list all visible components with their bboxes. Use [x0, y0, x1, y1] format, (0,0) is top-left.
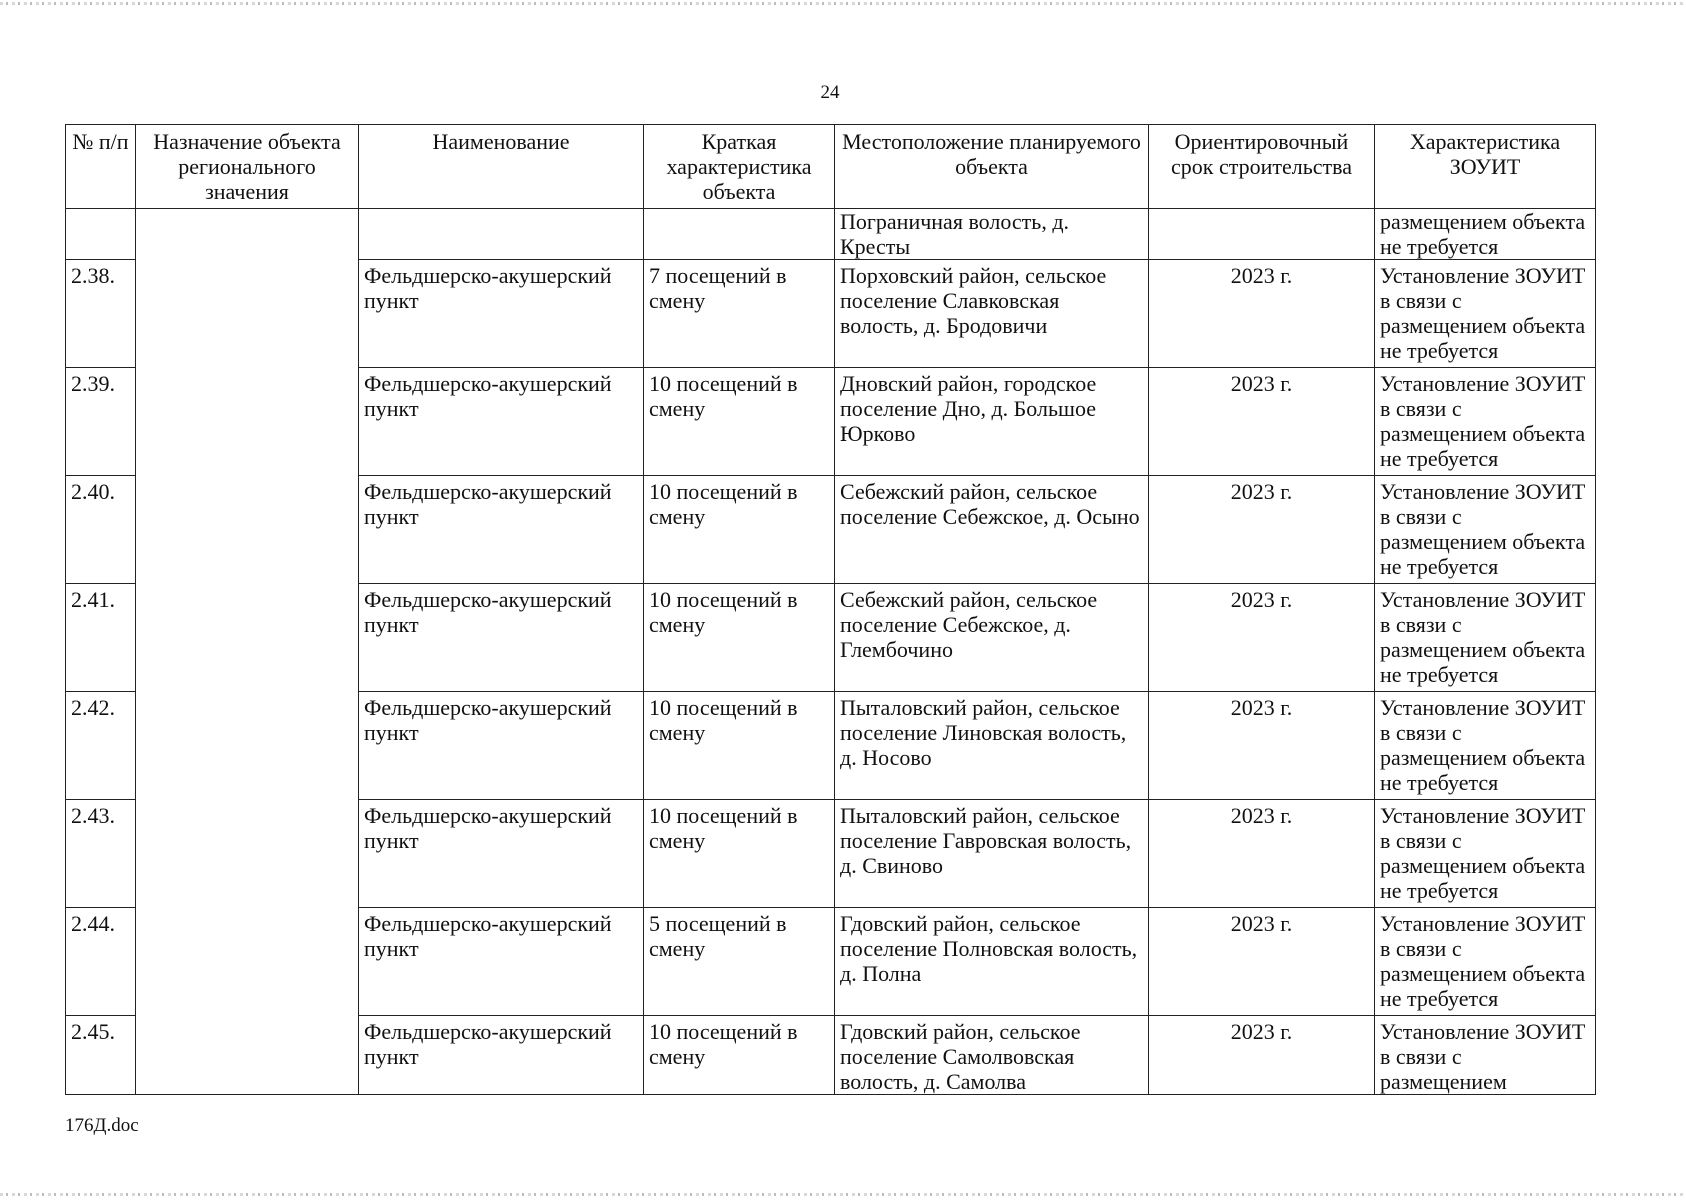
cell-term: 2023 г.	[1149, 584, 1375, 692]
cell-term: 2023 г.	[1149, 800, 1375, 908]
cell-zouit: Установление ЗОУИТ в связи с размещением объекта не требуется	[1375, 584, 1596, 692]
cell-num: 2.43.	[66, 800, 136, 908]
cell-brief: 10 посещений в смену	[644, 692, 835, 800]
objects-table	[65, 124, 1596, 1095]
page-number: 24	[820, 82, 840, 103]
cell-zouit: Установление ЗОУИТ в связи с размещением объекта не требуется	[1375, 800, 1596, 908]
cell-zouit: Установление ЗОУИТ в связи с размещением объекта не требуется	[1375, 368, 1596, 476]
header-zouit: Характеристика ЗОУИТ	[1375, 125, 1596, 209]
table-header-row	[66, 125, 1596, 209]
cell-name	[359, 209, 644, 260]
cell-location: Пыталовский район, сельское поселение Линовская волость, д. Носово	[835, 692, 1149, 800]
cell-num: 2.38.	[66, 260, 136, 368]
cell-term: 2023 г.	[1149, 908, 1375, 1016]
cell-name: Фельдшерско-акушерский пункт	[359, 584, 644, 692]
cell-zouit: Установление ЗОУИТ в связи с размещением объекта не требуется	[1375, 908, 1596, 1016]
cell-name: Фельдшерско-акушерский пункт	[359, 260, 644, 368]
cell-zouit: Установление ЗОУИТ в связи с размещением объекта не требуется	[1375, 260, 1596, 368]
cell-location: Дновский район, городское поселение Дно, д. Большое Юрково	[835, 368, 1149, 476]
cell-num: 2.39.	[66, 368, 136, 476]
cell-location: Себежский район, сельское поселение Себежское, д. Глембочино	[835, 584, 1149, 692]
footer-filename: 176Д.doc	[65, 1115, 139, 1136]
cell-brief	[644, 209, 835, 260]
table-row-continuation	[66, 209, 1596, 260]
cell-term: 2023 г.	[1149, 260, 1375, 368]
cell-purpose-merged	[136, 209, 359, 1095]
cell-location: Себежский район, сельское поселение Себежское, д. Осыно	[835, 476, 1149, 584]
cell-brief: 10 посещений в смену	[644, 368, 835, 476]
cell-num: 2.42.	[66, 692, 136, 800]
header-location: Местоположение планируемого объекта	[835, 125, 1149, 209]
cell-zouit: размещением объекта не требуется	[1375, 209, 1596, 260]
cell-term	[1149, 209, 1375, 260]
header-brief: Краткая характеристика объекта	[644, 125, 835, 209]
scan-artifact-top	[0, 2, 1686, 5]
cell-brief: 10 посещений в смену	[644, 800, 835, 908]
cell-brief: 7 посещений в смену	[644, 260, 835, 368]
cell-location: Пыталовский район, сельское поселение Гавровская волость, д. Свиново	[835, 800, 1149, 908]
header-term: Ориентировочный срок строительства	[1149, 125, 1375, 209]
cell-location: Гдовский район, сельское поселение Полновская волость, д. Полна	[835, 908, 1149, 1016]
scan-artifact-bottom	[0, 1193, 1686, 1196]
cell-num: 2.45.	[66, 1016, 136, 1095]
cell-num: 2.41.	[66, 584, 136, 692]
cell-name: Фельдшерско-акушерский пункт	[359, 692, 644, 800]
cell-location: Порховский район, сельское поселение Славковская волость, д. Бродовичи	[835, 260, 1149, 368]
cell-zouit: Установление ЗОУИТ в связи с размещением объекта не требуется	[1375, 476, 1596, 584]
cell-brief: 10 посещений в смену	[644, 1016, 835, 1095]
cell-num	[66, 209, 136, 260]
header-num: № п/п	[66, 125, 136, 209]
cell-location: Пограничная волость, д. Кресты	[835, 209, 1149, 260]
cell-brief: 5 посещений в смену	[644, 908, 835, 1016]
cell-brief: 10 посещений в смену	[644, 584, 835, 692]
header-purpose: Назначение объекта регионального значения	[136, 125, 359, 209]
cell-name: Фельдшерско-акушерский пункт	[359, 476, 644, 584]
cell-name: Фельдшерско-акушерский пункт	[359, 368, 644, 476]
cell-brief: 10 посещений в смену	[644, 476, 835, 584]
cell-num: 2.44.	[66, 908, 136, 1016]
cell-term: 2023 г.	[1149, 368, 1375, 476]
cell-zouit: Установление ЗОУИТ в связи с размещением	[1375, 1016, 1596, 1095]
cell-zouit: Установление ЗОУИТ в связи с размещением объекта не требуется	[1375, 692, 1596, 800]
cell-name: Фельдшерско-акушерский пункт	[359, 800, 644, 908]
cell-location: Гдовский район, сельское поселение Самолвовская волость, д. Самолва	[835, 1016, 1149, 1095]
cell-name: Фельдшерско-акушерский пункт	[359, 1016, 644, 1095]
header-name: Наименование	[359, 125, 644, 209]
cell-term: 2023 г.	[1149, 476, 1375, 584]
cell-name: Фельдшерско-акушерский пункт	[359, 908, 644, 1016]
cell-num: 2.40.	[66, 476, 136, 584]
cell-term: 2023 г.	[1149, 692, 1375, 800]
cell-term: 2023 г.	[1149, 1016, 1375, 1095]
